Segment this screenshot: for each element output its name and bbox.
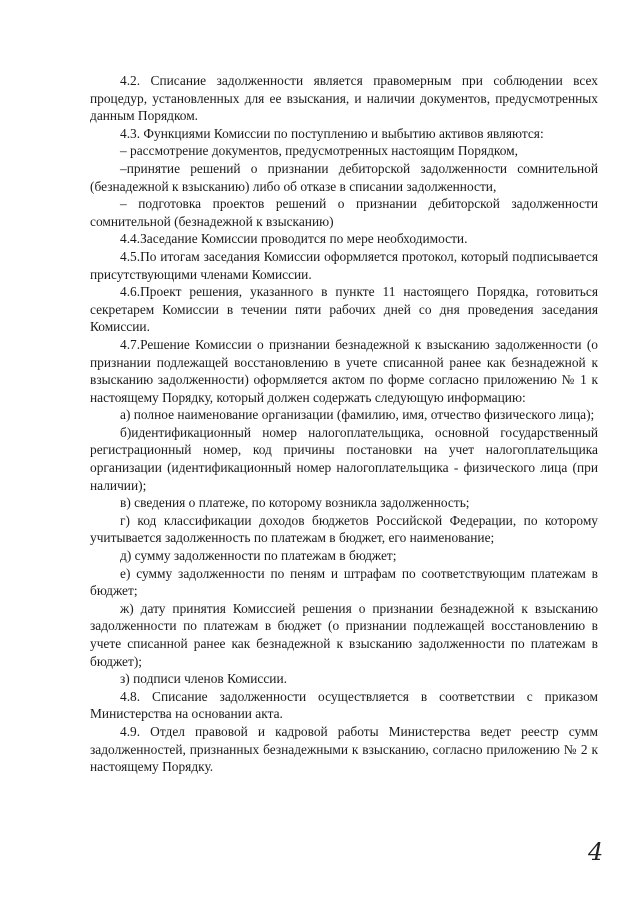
- list-item-b: б)идентификационный номер налогоплательщика, основной государственный регистрационный номер, код причины постановки на учет налогоплательщика организации (идентификационный номер налогоплательщика - физического лица (при наличии);: [90, 424, 598, 493]
- paragraph-4-2: 4.2. Списание задолженности является правомерным при соблюдении всех процедур, установленных для ее взыскания, и наличии документов, предусмотренных данным Порядком.: [90, 73, 598, 124]
- list-item-draft-decisions: – подготовка проектов решений о признании дебиторской задолженности сомнительной (безнадежной к взысканию): [90, 196, 598, 229]
- list-item-d: д) сумму задолженности по платежам в бюджет;: [120, 548, 397, 564]
- paragraph-4-7: 4.7.Решение Комиссии о признании безнадежной к взысканию задолженности (о признании подлежащей восстановлению в учете списанной ранее как безнадежной к взысканию задолженности) оформляется актом по форме согласно приложению № 1 к настоящему Порядку, который должен содержать следующую информацию:: [90, 336, 598, 405]
- list-item-decision-making: –принятие решений о признании дебиторской задолженности сомнительной (безнадежной к взысканию) либо об отказе в списании задолженности,: [90, 160, 598, 194]
- document-body: [90, 72, 598, 776]
- paragraph-4-4: 4.4.Заседание Комиссии проводится по мере необходимости.: [120, 231, 468, 247]
- list-item-z: з) подписи членов Комиссии.: [120, 671, 287, 687]
- paragraph-4-5: 4.5.По итогам заседания Комиссии оформляется протокол, который подписывается присутствующими членами Комиссии.: [90, 248, 598, 282]
- list-item-review-documents: – рассмотрение документов, предусмотренных настоящим Порядком,: [120, 143, 518, 159]
- paragraph-4-9: 4.9. Отдел правовой и кадровой работы Министерства ведет реестр сумм задолженностей, признанных безнадежными к взысканию, согласно приложению № 2 к настоящему Порядку.: [90, 723, 598, 775]
- list-item-zh: ж) дату принятия Комиссией решения о признании безнадежной к взысканию задолженности по платежам в бюджет (о признании подлежащей восстановлению в учете списанной ранее как безнадежной к взысканию задолженности по платежам в бюджет);: [90, 600, 598, 669]
- list-item-v: в) сведения о платеже, по которому возникла задолженность;: [120, 495, 470, 511]
- page-number: 4: [588, 838, 604, 866]
- list-item-e: е) сумму задолженности по пеням и штрафам по соответствующим платежам в бюджет;: [90, 565, 598, 599]
- list-item-g: г) код классификации доходов бюджетов Российской Федерации, по которому учитывается задолженность по платежам в бюджет, его наименование;: [90, 512, 598, 546]
- paragraph-4-3: 4.3. Функциями Комиссии по поступлению и выбытию активов являются:: [120, 125, 544, 141]
- paragraph-4-6: 4.6.Проект решения, указанного в пункте 11 настоящего Порядка, готовиться секретарем Комиссии в течении пяти рабочих дней со дня проведения заседания Комиссии.: [90, 284, 598, 335]
- list-item-a: а) полное наименование организации (фамилию, имя, отчество физического лица);: [120, 407, 595, 423]
- paragraph-4-8: 4.8. Списание задолженности осуществляется в соответствии с приказом Министерства на основании акта.: [90, 688, 598, 722]
